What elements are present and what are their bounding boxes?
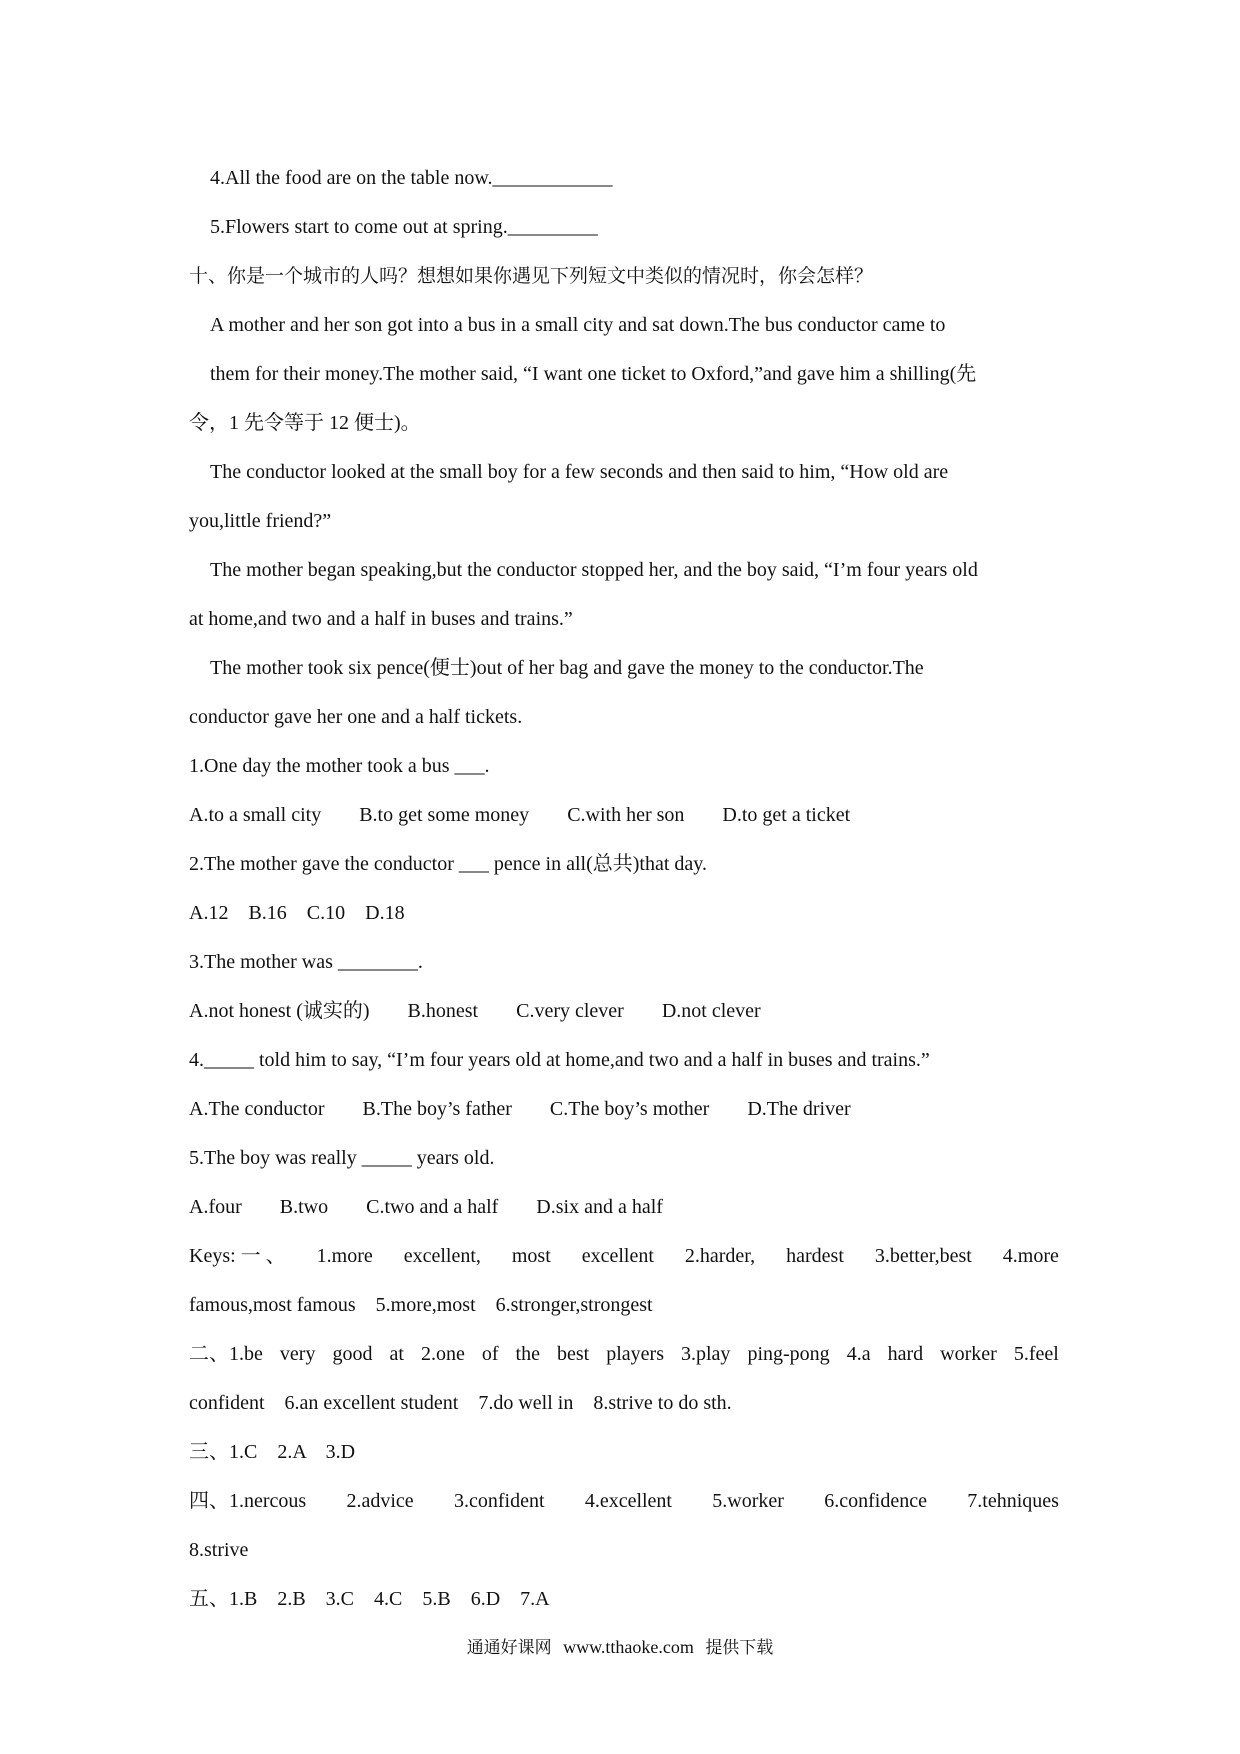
- key-token: very: [279, 1343, 316, 1365]
- option-a: A.The conductor: [189, 1098, 325, 1120]
- key-token: 2.harder,: [684, 1245, 756, 1267]
- answer-keys: [189, 1232, 1059, 1624]
- key-token: Keys: 一 、: [189, 1245, 286, 1267]
- key-section-2-line-1: [189, 1330, 1059, 1379]
- key-token: hard: [887, 1343, 924, 1365]
- question-1-options: [189, 791, 1059, 840]
- passage-paragraph-3: [189, 546, 1059, 595]
- key-token: excellent,: [403, 1245, 481, 1267]
- key-token: hardest: [786, 1245, 844, 1267]
- paragraph-line: conductor gave her one and a half tickets.: [189, 706, 523, 728]
- passage-paragraph-2: [189, 448, 1059, 497]
- option-d: D.not clever: [661, 1000, 761, 1022]
- page-footer: [0, 1633, 1240, 1658]
- sentence-item-4: 4.All the food are on the table now.____________: [210, 167, 613, 189]
- key-section-5: 五、1.B 2.B 3.C 4.C 5.B 6.D 7.A: [189, 1588, 550, 1610]
- option-a: A.to a small city: [189, 804, 322, 826]
- paragraph-line: The mother took six pence(便士)out of her bag and gave the money to the conductor.The: [210, 657, 924, 679]
- option-a: A.not honest (诚实的): [189, 1000, 370, 1022]
- key-section-2-line-2: confident 6.an excellent student 7.do well in 8.strive to do sth.: [189, 1392, 732, 1414]
- key-section-4-line-1: [189, 1477, 1059, 1526]
- option-b: B.16: [248, 902, 287, 924]
- key-token: of: [481, 1343, 499, 1365]
- option-d: D.six and a half: [536, 1196, 663, 1218]
- footer-url: www.tthaoke.com: [563, 1637, 694, 1657]
- option-a: A.12: [189, 902, 229, 924]
- footer-download-text: 提供下载: [705, 1638, 774, 1658]
- paragraph-line: A mother and her son got into a bus in a small city and sat down.The bus conductor came to: [210, 314, 946, 336]
- key-section-3: 三、1.C 2.A 3.D: [189, 1441, 356, 1463]
- paragraph-line: them for their money.The mother said, “I want one ticket to Oxford,”and gave him a shilling(先: [210, 363, 977, 385]
- key-token: 4.more: [1002, 1245, 1059, 1267]
- key-token: 4.a: [846, 1343, 871, 1365]
- key-token: 四、1.nercous: [189, 1490, 307, 1512]
- option-b: B.The boy’s father: [362, 1098, 512, 1120]
- option-c: C.two and a half: [366, 1196, 499, 1218]
- question-1: 1.One day the mother took a bus ___.: [189, 755, 490, 777]
- option-c: C.10: [306, 902, 346, 924]
- option-c: C.very clever: [516, 1000, 624, 1022]
- key-token: ping-pong: [747, 1343, 830, 1365]
- key-token: excellent: [581, 1245, 654, 1267]
- key-token: 2.advice: [346, 1490, 414, 1512]
- option-a: A.four: [189, 1196, 242, 1218]
- question-5-options: [189, 1183, 1059, 1232]
- reading-passage: [189, 301, 1059, 742]
- key-token: 1.more: [316, 1245, 373, 1267]
- question-2: 2.The mother gave the conductor ___ pence in all(总共)that day.: [189, 853, 707, 875]
- option-d: D.18: [365, 902, 405, 924]
- key-token: 4.excellent: [584, 1490, 672, 1512]
- passage-paragraph-1: [189, 301, 1059, 399]
- key-token: 6.confidence: [824, 1490, 927, 1512]
- option-d: D.The driver: [747, 1098, 851, 1120]
- paragraph-line: at home,and two and a half in buses and trains.”: [189, 608, 573, 630]
- key-section-4-line-2: 8.strive: [189, 1539, 249, 1561]
- question-4-options: [189, 1085, 1059, 1134]
- paragraph-line: The conductor looked at the small boy for a few seconds and then said to him, “How old are: [210, 461, 949, 483]
- key-token: 2.one: [420, 1343, 465, 1365]
- footer-site-name: 通通好课网: [466, 1638, 552, 1658]
- key-token: at: [389, 1343, 404, 1365]
- key-token: 3.confident: [453, 1490, 545, 1512]
- key-token: worker: [940, 1343, 997, 1365]
- key-section-1-line-2: famous,most famous 5.more,most 6.stronger,strongest: [189, 1294, 653, 1316]
- key-token: 7.tehniques: [967, 1490, 1059, 1512]
- option-c: C.with her son: [567, 804, 685, 826]
- document-page: [189, 154, 1059, 1624]
- question-2-options: [189, 889, 1059, 938]
- key-token: most: [511, 1245, 551, 1267]
- option-c: C.The boy’s mother: [549, 1098, 710, 1120]
- paragraph-line: The mother began speaking,but the conductor stopped her, and the boy said, “I’m four years old: [210, 559, 978, 581]
- passage-paragraph-4: [189, 644, 1059, 693]
- key-token: 二、1.be: [189, 1343, 263, 1365]
- option-b: B.honest: [407, 1000, 479, 1022]
- question-5: 5.The boy was really _____ years old.: [189, 1147, 495, 1169]
- paragraph-line: 令，1 先令等于 12 便士)。: [189, 412, 421, 434]
- key-token: the: [515, 1343, 540, 1365]
- question-3-options: [189, 987, 1059, 1036]
- key-token: 3.better,best: [874, 1245, 972, 1267]
- sentence-item-5: 5.Flowers start to come out at spring._________: [210, 216, 598, 238]
- key-token: 3.play: [681, 1343, 731, 1365]
- option-b: B.two: [279, 1196, 329, 1218]
- question-4: 4._____ told him to say, “I’m four years old at home,and two and a half in buses and trains.”: [189, 1049, 930, 1071]
- option-b: B.to get some money: [359, 804, 530, 826]
- key-token: good: [332, 1343, 373, 1365]
- key-section-1-line-1: [189, 1232, 1059, 1281]
- paragraph-line: you,little friend?”: [189, 510, 332, 532]
- key-token: 5.feel: [1013, 1343, 1059, 1365]
- section-10-heading: 十、你是一个城市的人吗？想想如果你遇见下列短文中类似的情况时，你会怎样？: [189, 265, 874, 287]
- key-token: players: [606, 1343, 664, 1365]
- question-3: 3.The mother was ________.: [189, 951, 423, 973]
- key-token: best: [556, 1343, 590, 1365]
- option-d: D.to get a ticket: [722, 804, 851, 826]
- key-token: 5.worker: [712, 1490, 784, 1512]
